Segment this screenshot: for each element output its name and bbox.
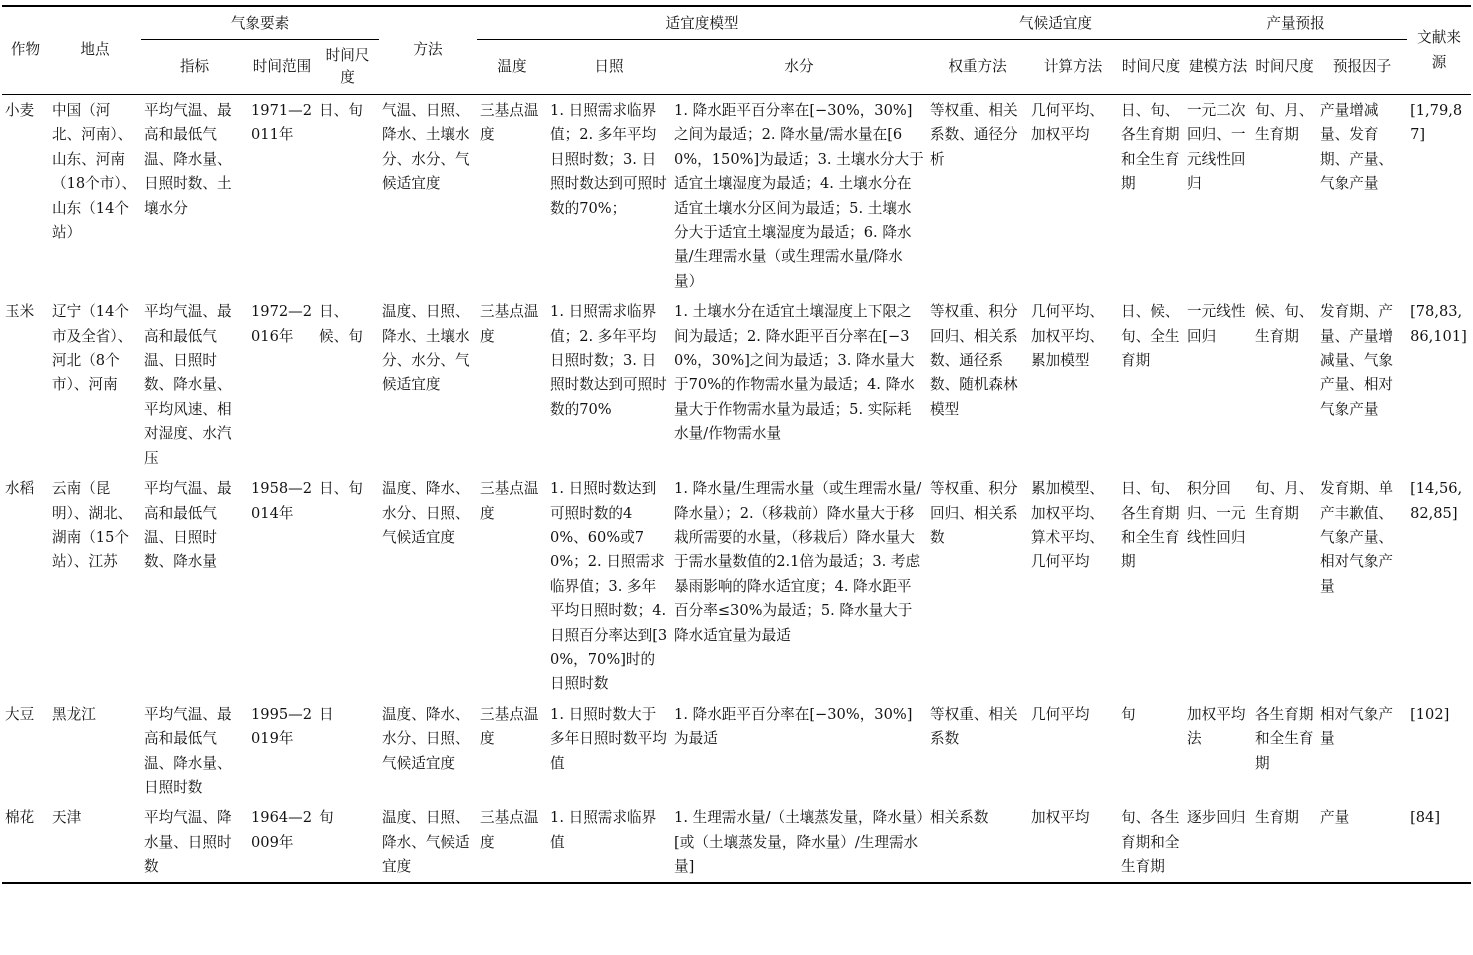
cell-method: 温度、日照、降水、气候适宜度 [379,802,477,882]
header-sub-row [2,40,1471,95]
group-forecast: 产量预报 [1184,6,1407,40]
header-weight-method: 权重方法 [927,40,1028,95]
cell-forecast-time-scale: 生育期 [1252,802,1317,882]
table-row [2,802,1471,882]
header-calc-method: 计算方法 [1028,40,1118,95]
cell-method: 温度、降水、水分、日照、气候适宜度 [382,480,470,546]
crop-climate-suitability-table [2,5,1471,884]
cell-weight-method: 等权重、相关系数 [930,705,1018,748]
header-location: 地点 [49,6,141,95]
header-forecast-time-scale: 时间尺度 [1252,40,1317,95]
cell-water: 1. 土壤水分在适宜土壤湿度上下限之间为最适；2. 降水距平百分率在[−30%，30%]之间为最适；3. 降水量大于70%的作物需水量为最适；4. 降水量大于作物需水量为最适；5. 实际耗水量/作物需水量 [674,303,915,443]
cell-reference: [102] [1410,705,1450,723]
cell-indicator: 平均气温、最高和最低气温、日照时数、降水量、平均风速、相对湿度、水汽压 [144,303,232,467]
document-page [2,5,1471,884]
cell-climate-time-scale: 日、旬、各生育期和全生育期 [1121,480,1180,571]
cell-weight-method: 相关系数 [927,802,1028,882]
cell-water: 1. 降水距平百分率在[−30%，30%]为最适 [674,705,913,748]
cell-reference: [14,56,82,85] [1410,480,1463,522]
cell-calc-method: 几何平均、加权平均 [1031,102,1105,144]
cell-time-scale: 日、旬 [319,102,363,119]
cell-crop: 玉米 [5,303,35,321]
cell-climate-time-scale: 旬 [1121,705,1136,723]
cell-factors: 产量增减量、发育期、产量、气象产量 [1320,102,1394,193]
cell-factors: 相对气象产量 [1320,705,1394,748]
cell-indicator: 平均气温、最高和最低气温、降水量、日照时数 [144,705,232,796]
table-row [2,296,1471,473]
header-crop: 作物 [2,6,49,95]
group-meteo: 气象要素 [141,6,379,40]
cell-crop: 大豆 [5,705,35,723]
header-climate-time-scale: 时间尺度 [1118,40,1184,95]
cell-weight-method: 等权重、相关系数、通径分析 [930,102,1018,168]
header-time-range: 时间范围 [248,40,316,95]
cell-water: 1. 降水距平百分率在[−30%，30%]之间为最适；2. 降水量/需水量在[60%，150%]为最适；3. 土壤水分大于适宜土壤湿度为最适；4. 土壤水分在适宜土壤水分区间为最适；5. 土壤水分大于适宜土壤湿度为最适；6. 降水量/生理需水量（或生理需水量/降水量） [674,102,924,290]
cell-method: 气温、日照、降水、土壤水分、水分、气候适宜度 [382,102,470,193]
cell-model-method: 加权平均法 [1187,705,1246,748]
header-sunshine: 日照 [547,40,671,95]
cell-water: 1. 生理需水量/（土壤蒸发量，降水量）[或（土壤蒸发量，降水量）/生理需水量] [671,802,927,882]
cell-factors: 发育期、产量、产量增减量、气象产量、相对气象产量 [1320,303,1394,418]
cell-sunshine: 1. 日照需求临界值 [547,802,671,882]
cell-climate-time-scale: 日、候、旬、全生育期 [1121,303,1180,370]
cell-time-scale: 日 [319,705,334,723]
cell-time-scale: 旬 [316,802,379,882]
cell-sunshine: 1. 日照时数大于多年日照时数平均值 [550,705,667,772]
cell-sunshine: 1. 日照需求临界值；2. 多年平均日照时数；3. 日照时数达到可照时数的70%； [550,102,667,217]
cell-forecast-time-scale: 各生育期和全生育期 [1255,705,1314,772]
cell-time-range: 1972—2016年 [251,303,313,345]
header-factors: 预报因子 [1317,40,1407,95]
table-row [2,95,1471,297]
cell-temperature: 三基点温度 [480,705,539,748]
cell-reference: [84] [1407,802,1471,882]
cell-method: 温度、日照、降水、土壤水分、水分、气候适宜度 [382,303,470,394]
cell-forecast-time-scale: 候、旬、生育期 [1255,303,1314,345]
group-model: 适宜度模型 [477,6,927,40]
cell-calc-method: 几何平均、加权平均、累加模型 [1031,303,1105,370]
cell-crop: 小麦 [5,102,35,119]
cell-climate-time-scale: 日、旬、各生育期和全生育期 [1121,102,1180,193]
cell-water: 1. 降水量/生理需水量（或生理需水量/降水量）；2.（移栽前）降水量大于移栽所需要的水量，（移栽后）降水量大于需水量数值的2.1倍为最适；3. 考虑暴雨影响的降水适宜度；4. 降水距平百分率≤30%为最适；5. 降水量大于降水适宜量为最适 [674,480,922,644]
table-row [2,699,1471,803]
cell-model-method: 一元线性回归 [1187,303,1246,345]
cell-weight-method: 等权重、积分回归、相关系数、通径系数、随机森林模型 [930,303,1018,418]
header-temperature: 温度 [477,40,547,95]
group-climate: 气候适宜度 [927,6,1184,40]
cell-time-range: 1995—2019年 [251,705,313,748]
cell-sunshine: 1. 日照时数达到可照时数的40%、60%或70%；2. 日照需求临界值；3. 多年平均日照时数；4. 日照百分率达到[30%，70%]时的日照时数 [550,480,668,693]
cell-temperature: 三基点温度 [480,480,539,522]
cell-forecast-time-scale: 旬、月、生育期 [1255,102,1314,144]
header-group-row [2,6,1471,40]
cell-location: 云南（昆明）、湖北、湖南（15个站）、江苏 [52,480,133,571]
cell-forecast-time-scale: 旬、月、生育期 [1255,480,1314,522]
cell-calc-method: 加权平均 [1028,802,1118,882]
cell-reference: [1,79,87] [1410,102,1463,144]
header-reference: 文献来源 [1407,6,1471,95]
cell-time-scale: 日、候、旬 [319,303,363,345]
cell-time-scale: 日、旬 [319,480,363,498]
cell-indicator: 平均气温、最高和最低气温、日照时数、降水量 [144,480,232,571]
cell-model-method: 逐步回归 [1184,802,1252,882]
cell-time-range: 1958—2014年 [251,480,313,522]
cell-location: 黑龙江 [52,705,96,723]
table-row [2,473,1471,699]
cell-calc-method: 几何平均 [1031,705,1090,723]
cell-reference: [78,83,86,101] [1410,303,1467,345]
cell-location: 天津 [49,802,141,882]
cell-crop: 水稻 [5,480,35,498]
cell-climate-time-scale: 旬、各生育期和全生育期 [1118,802,1184,882]
header-time-scale: 时间尺度 [316,40,379,95]
cell-location: 辽宁（14个市及全省）、河北（8个市）、河南 [52,303,133,394]
cell-indicator: 平均气温、降水量、日照时数 [141,802,248,882]
header-indicator: 指标 [141,40,248,95]
cell-sunshine: 1. 日照需求临界值；2. 多年平均日照时数；3. 日照时数达到可照时数的70% [550,303,667,418]
cell-time-range: 1971—2011年 [251,102,313,144]
cell-factors: 发育期、单产丰歉值、气象产量、相对气象产量 [1320,480,1394,595]
header-model-method: 建模方法 [1184,40,1252,95]
header-method: 方法 [379,6,477,95]
cell-weight-method: 等权重、积分回归、相关系数 [930,480,1018,546]
header-water: 水分 [671,40,927,95]
cell-calc-method: 累加模型、加权平均、算术平均、几何平均 [1031,480,1105,571]
cell-model-method: 一元二次回归、一元线性回归 [1187,102,1246,193]
cell-temperature: 三基点温度 [480,102,539,144]
cell-method: 温度、降水、水分、日照、气候适宜度 [382,705,470,772]
cell-location: 中国（河北、河南）、山东、河南（18个市）、山东（14个站） [52,102,137,242]
cell-indicator: 平均气温、最高和最低气温、降水量、日照时数、土壤水分 [144,102,232,217]
cell-temperature: 三基点温度 [480,303,539,345]
cell-model-method: 积分回归、一元线性回归 [1187,480,1246,546]
cell-time-range: 1964—2009年 [248,802,316,882]
cell-temperature: 三基点温度 [477,802,547,882]
cell-crop: 棉花 [2,802,49,882]
cell-factors: 产量 [1317,802,1407,882]
